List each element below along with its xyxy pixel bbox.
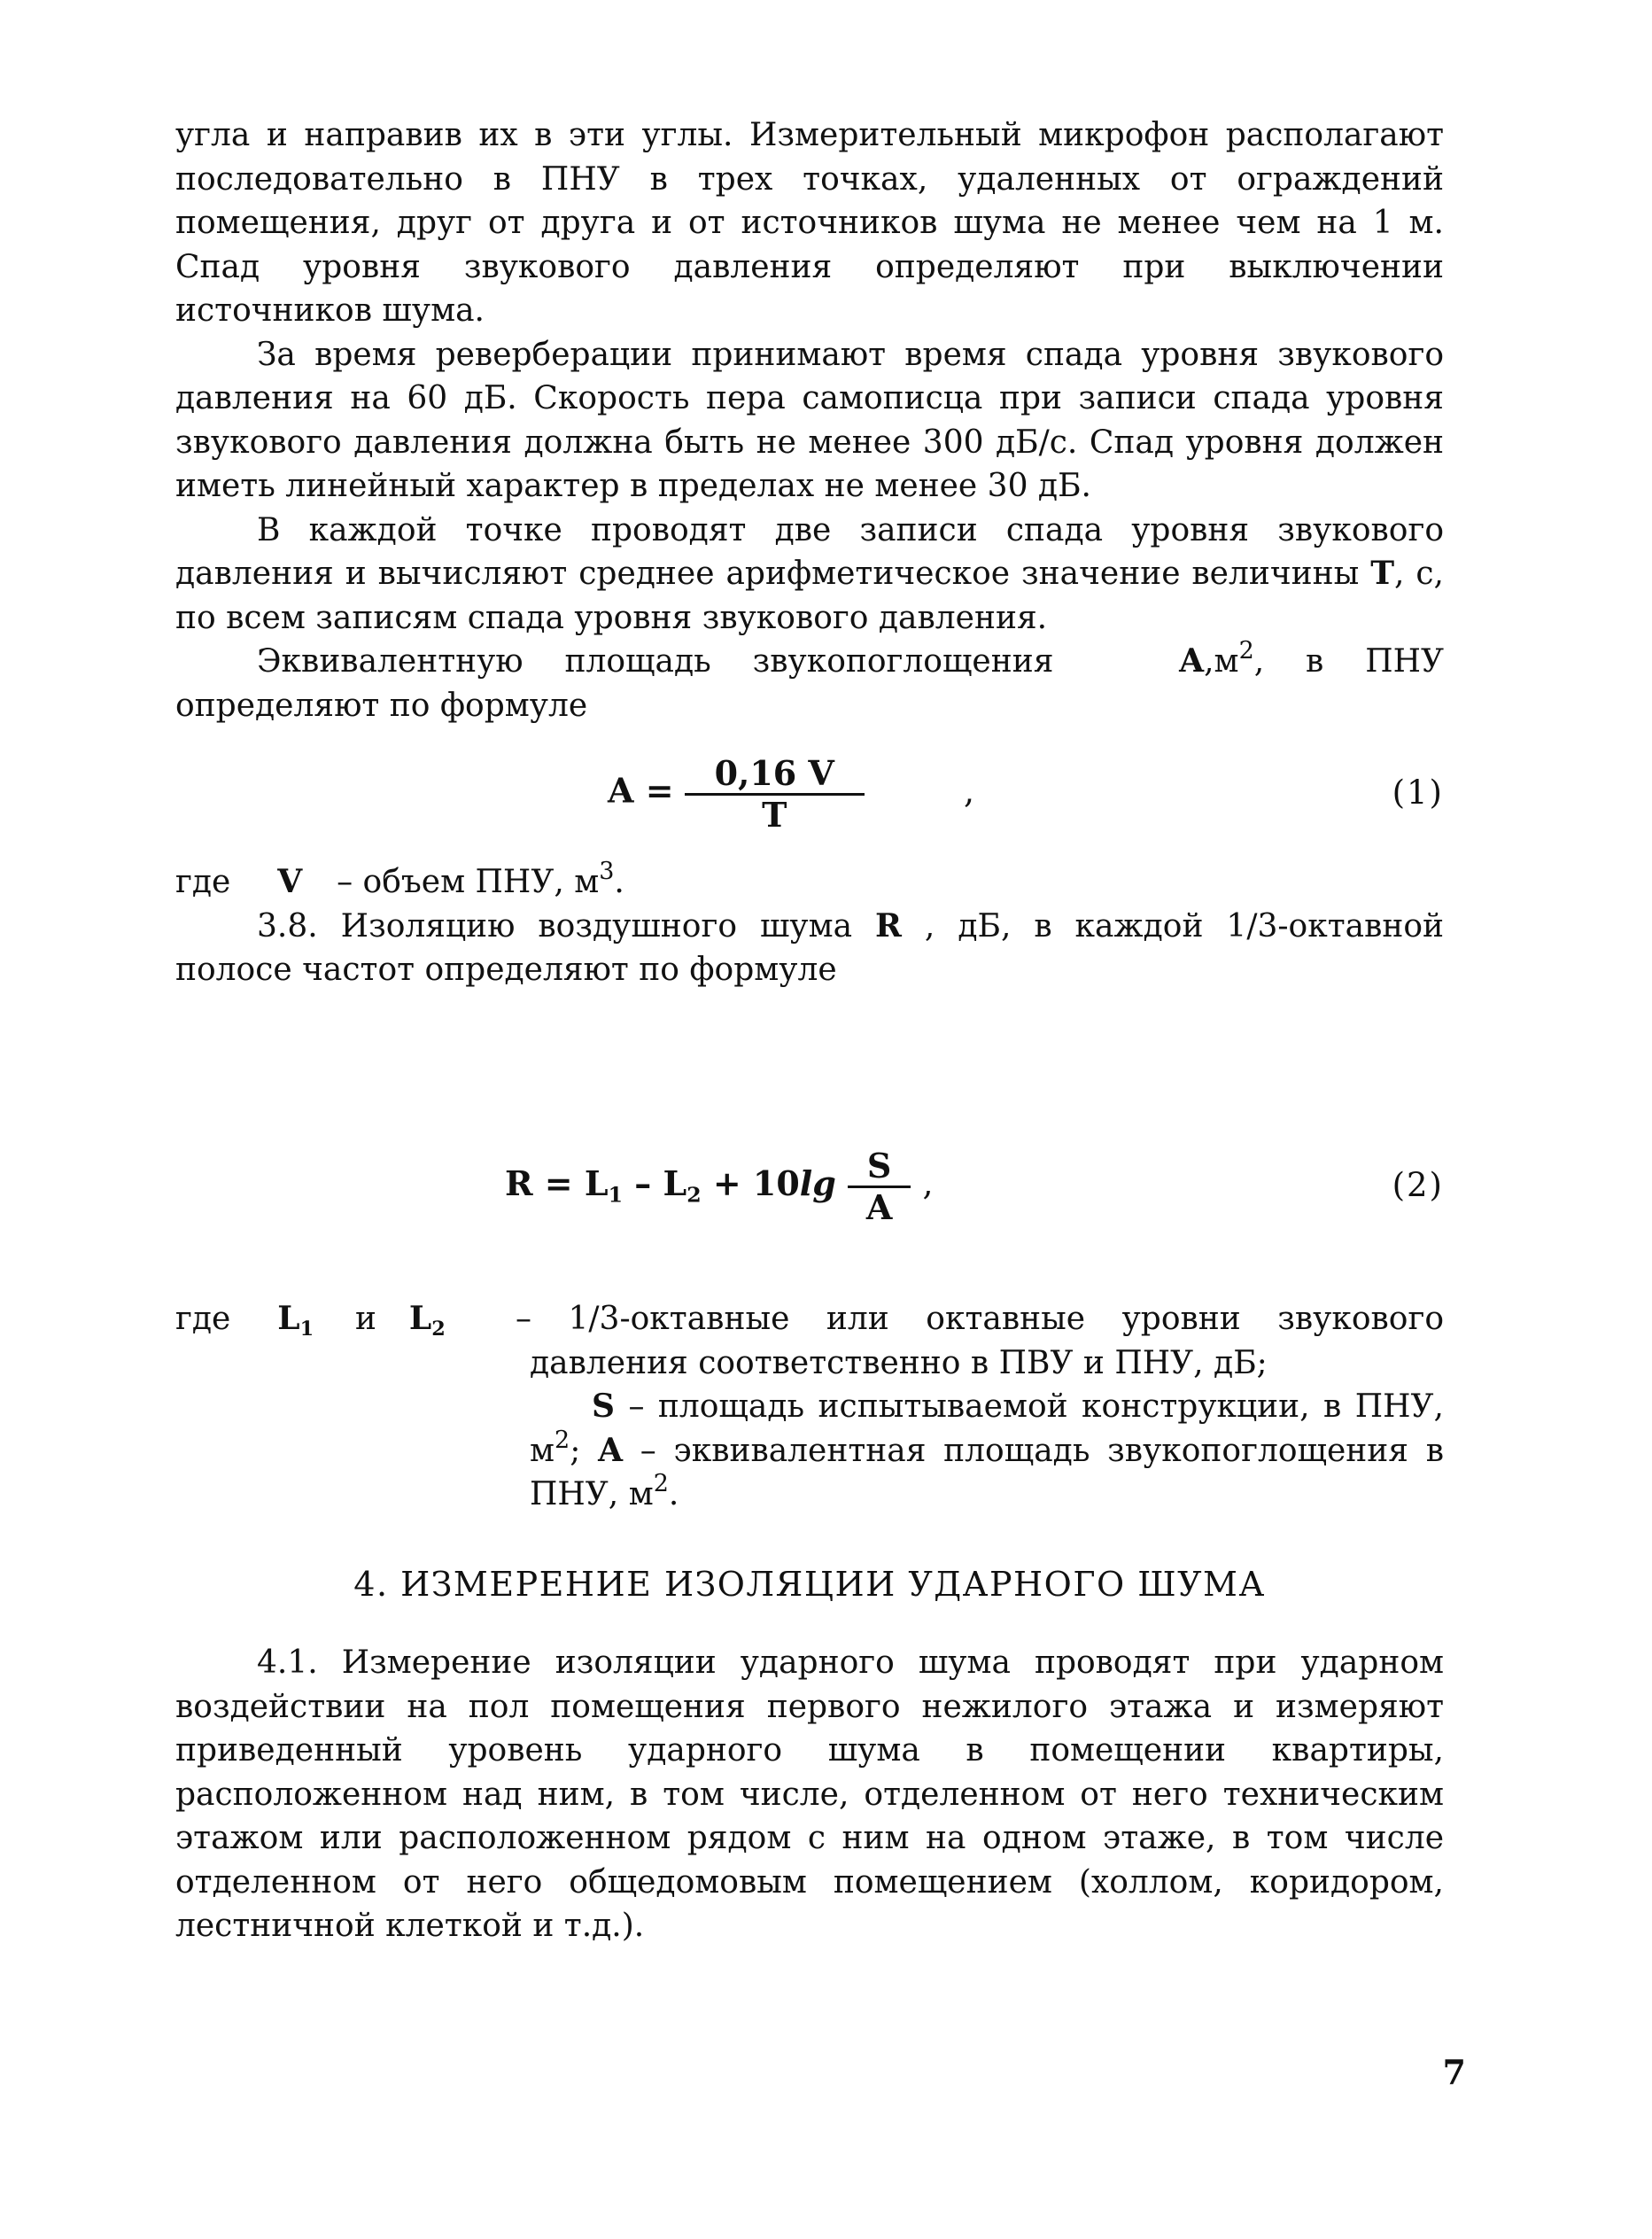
var-T: T (1370, 555, 1395, 592)
where-L-labels: где $L_1$ и $L_2$ (175, 1300, 446, 1341)
clause-number: 3.8. (257, 907, 318, 945)
where-V: где V – объем ПНУ, $м^3$. (175, 858, 624, 900)
definition-L: – 1/3-октавные или октавные уровни звукового давления соответственно в ПВУ и ПНУ, дБ; (516, 1301, 1444, 1381)
formula-1 (175, 727, 1444, 860)
paragraph-reverberation: За время реверберации принимают время спада уровня звукового давления на 60 дБ. Скорость пера самописца при записи спада уровня звукового давления должна быть не менее 300 дБ/с. Спад уровня должен иметь линейный характер в пределах не менее 30 дБ. (175, 336, 1444, 504)
formula-2-numerator: S (848, 1147, 911, 1188)
var-S: S (592, 1388, 615, 1425)
text-block-top (175, 113, 1444, 992)
paragraph-records: В каждой точке проводят две записи спада уровня звукового давления и вычисляют среднее арифметическое значение величины T, с, по всем записям спада уровня звукового давления. (175, 511, 1444, 636)
formula-1-fraction (685, 754, 865, 834)
var-V: V (277, 863, 303, 900)
var-L2: $L_2$ (408, 1300, 446, 1341)
where-definitions (516, 1297, 1444, 1517)
text-block-bottom (175, 1641, 1444, 1948)
formula-2 (175, 1134, 1444, 1240)
paragraph-3-8: 3.8. Изоляцию воздушного шума R , дБ, в каждой 1/3-октавной полосе частот определяют по формуле (175, 906, 1445, 988)
formula-2-comma: , (922, 1163, 934, 1203)
formula-1-denominator: T (762, 794, 787, 835)
formula-1-comma: , (964, 771, 975, 811)
paragraph-continuation: угла и направив их в эти углы. Измерительный микрофон располагают последовательно в ПНУ в трех точках, удаленных от ограждений помещения, друг от друга и от источников шума не менее чем на 1 м. Спад уровня звукового давления определяют при выключении источников шума. (175, 117, 1444, 329)
formula-2-denominator: A (865, 1186, 893, 1227)
paragraph-4-1: 4.1. Измерение изоляции ударного шума проводят при ударном воздействии на пол помещения первого нежилого этажа и измеряют приведенный уровень ударного шума в помещении квартиры, расположенном над ним, в том числе, отделенном от него техническим этажом или расположенном рядом с ним на одном этаже, в том числе отделенном от него общедомовым помещением (холлом, коридором, лестничной клеткой и т.д.). (175, 1644, 1444, 1944)
page-number: 7 (1442, 2052, 1466, 2092)
var-R: R (875, 906, 902, 945)
section-heading: 4. ИЗМЕРЕНИЕ ИЗОЛЯЦИИ УДАРНОГО ШУМА (353, 1565, 1266, 1604)
paragraph-absorption-area: Эквивалентную площадь звукопоглощения $A,м^2$, в ПНУ определяют по формуле (175, 637, 1445, 724)
var-L1: $L_1$ (277, 1300, 314, 1341)
formula-2-lhs: $R = L_1 - L_2 + 10\lg$ (505, 1162, 836, 1208)
formula-1-numerator: 0,16 V (685, 754, 865, 796)
formula-2-fraction (847, 1147, 911, 1226)
var-A-2: A (598, 1431, 624, 1469)
formula-1-number: (1) (1392, 774, 1444, 812)
formula-2-number: (2) (1392, 1166, 1444, 1204)
definition-S-A: S – площадь испытываемой конструкции, в ПНУ, $м^2$; A – эквивалентная площадь звукопоглощения в ПНУ, $м^2$. (530, 1388, 1444, 1512)
formula-1-lhs: A = (608, 770, 674, 811)
var-A: A (1179, 642, 1205, 680)
where-block (175, 1297, 1444, 1528)
